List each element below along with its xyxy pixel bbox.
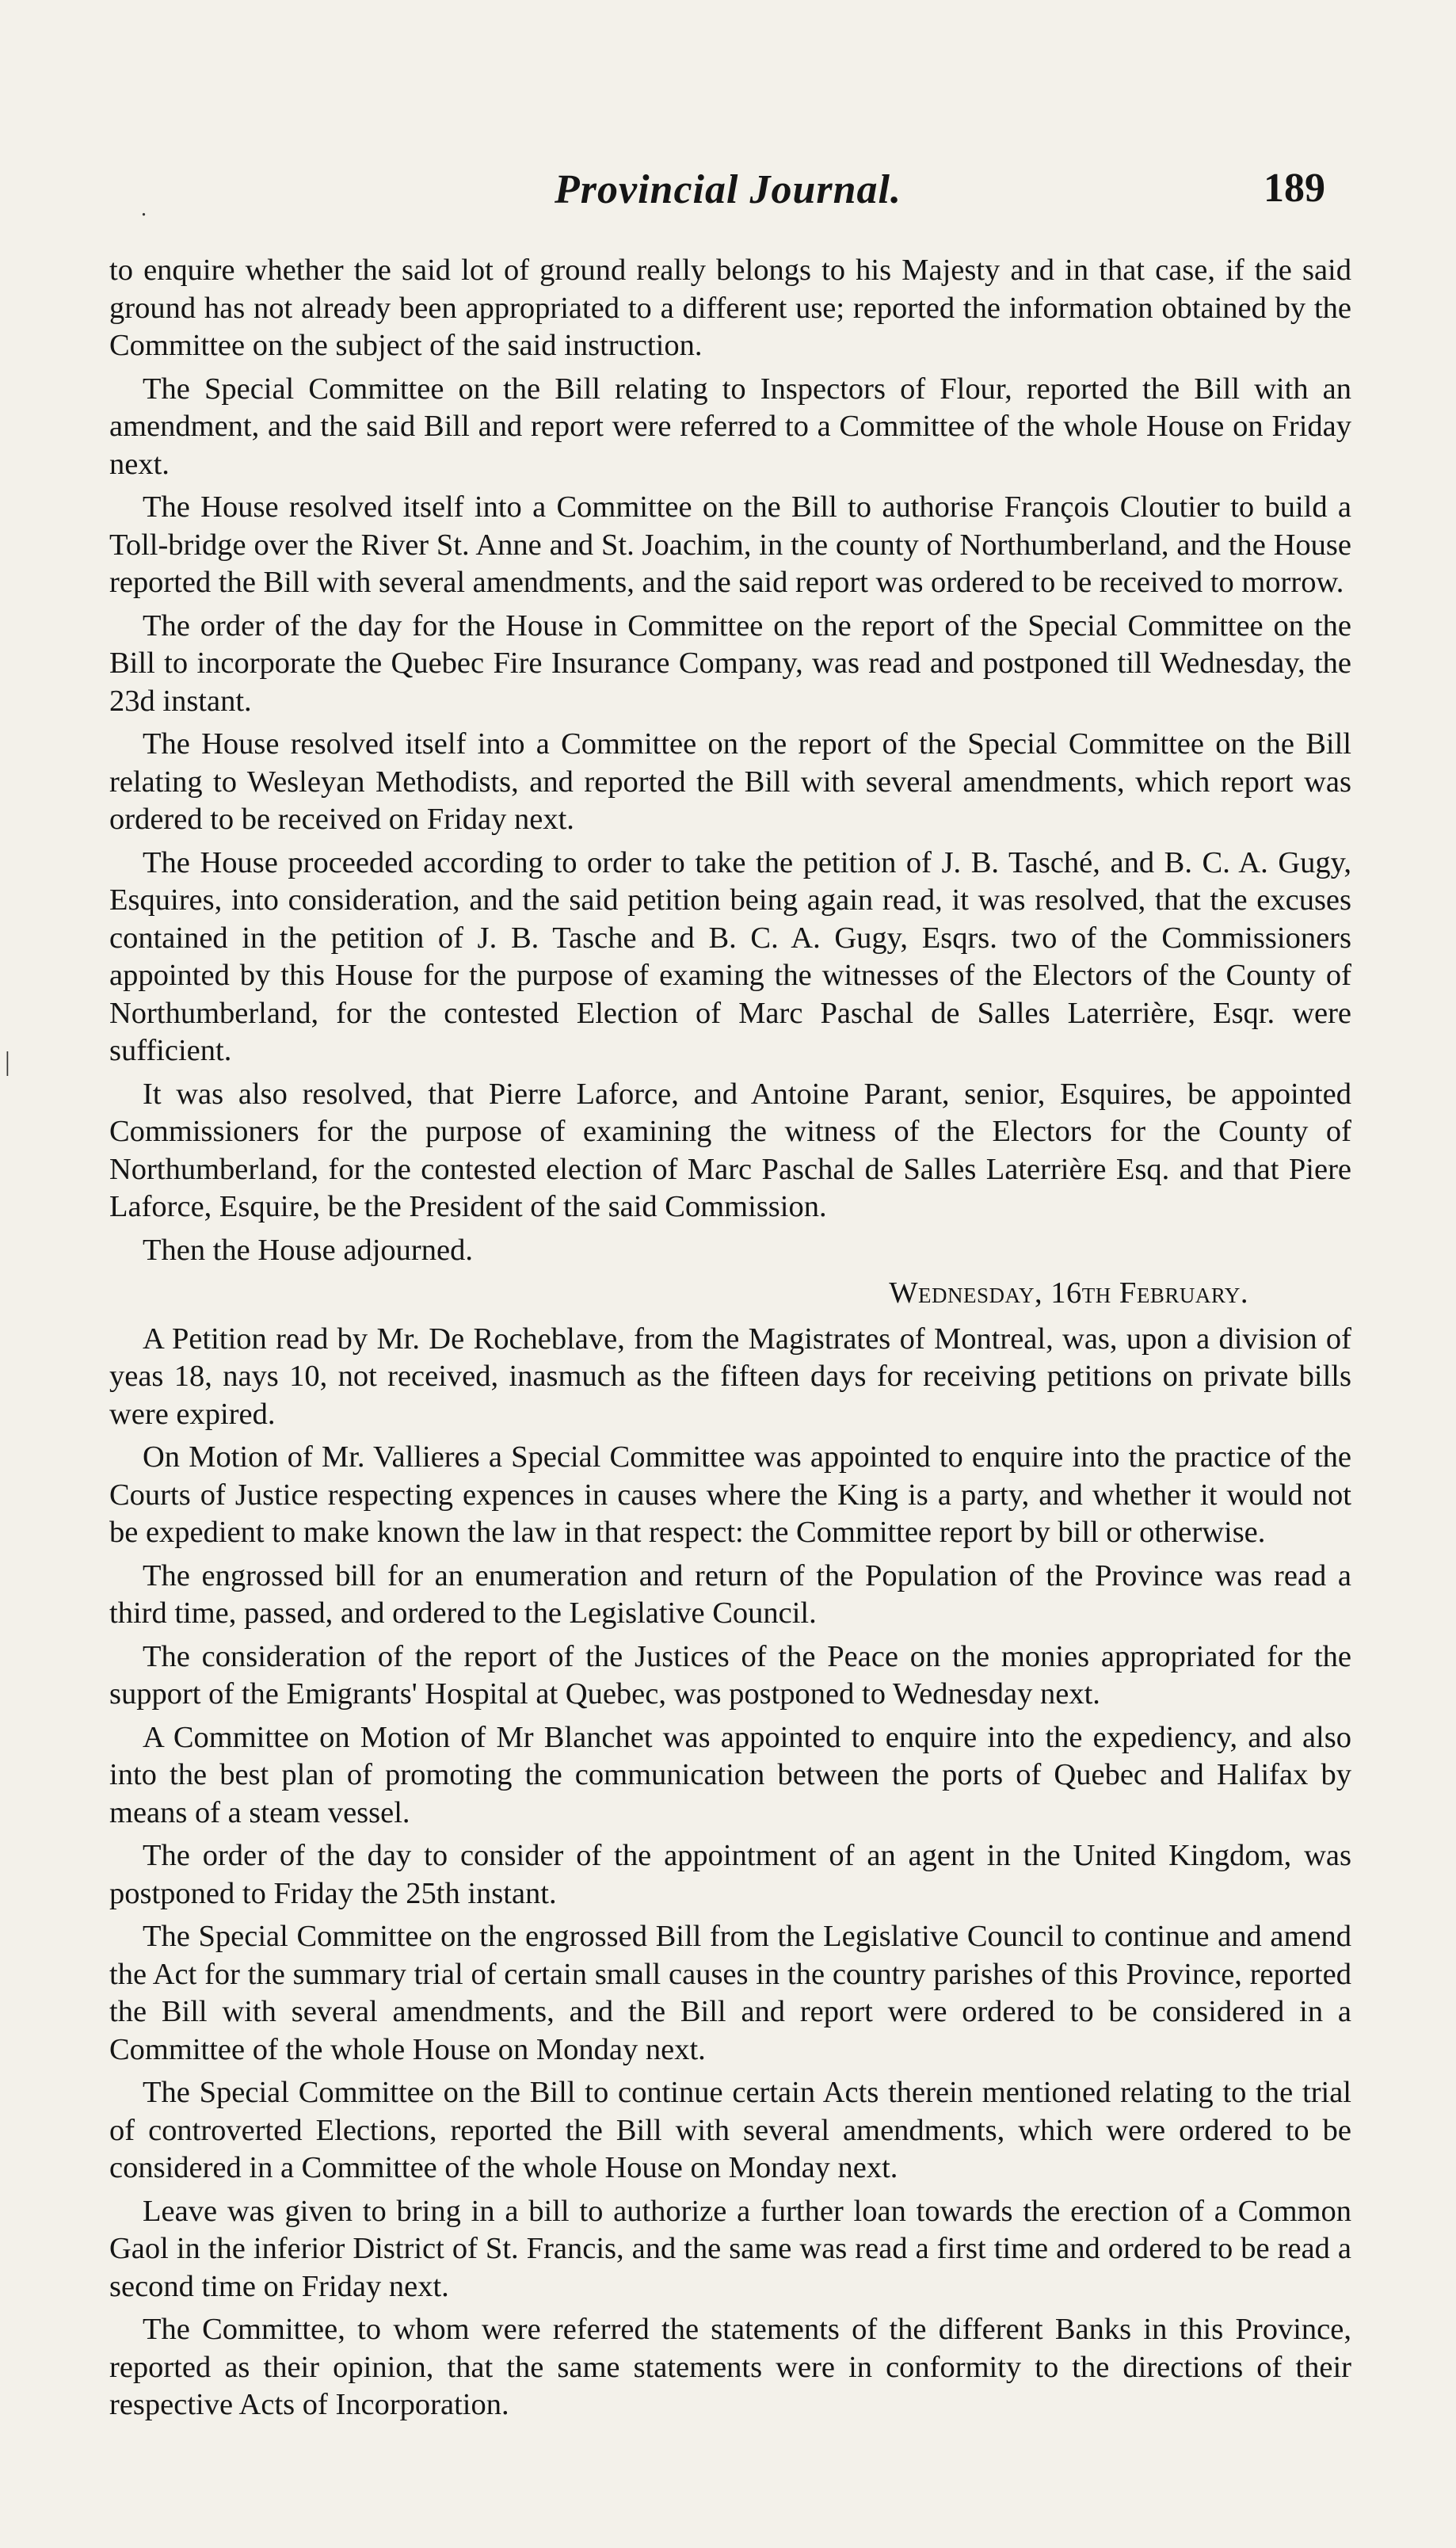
paragraph: The order of the day for the House in Committee on the report of the Special Committee on the Bill to incorporate the Quebec Fire Insurance Company, was read and postponed till Wednesday, the 23d instant. [109,608,1351,718]
paragraph: The Special Committee on the engrossed Bill from the Legislative Council to continue and amend the Act for the summary trial of certain small causes in the country parishes of this Province, reported the Bill with several amendments, and the Bill and report were ordered to be considered in a Committee of the whole House on Monday next. [109,1920,1351,2066]
paragraph: Then the House adjourned. [143,1233,473,1267]
paragraph: The engrossed bill for an enumeration and return of the Population of the Province was read a third time, passed, and ordered to the Legislative Council. [109,1558,1351,1630]
running-head [0,158,1456,230]
paragraph: The consideration of the report of the Justices of the Peace on the monies appropriated for the support of the Emigrants' Hospital at Quebec, was postponed to Wednesday next. [109,1639,1351,1711]
paragraph: to enquire whether the said lot of ground really belongs to his Majesty and in that case, if the said ground has not already been appropriated to a different use; reported the information obtained by the Committee on the subject of the said instruction. [109,254,1351,362]
running-title: Provincial Journal. [555,167,901,212]
paragraph: The House resolved itself into a Committee on the Bill to authorise François Cloutier to build a Toll-bridge over the River St. Anne and St. Joachim, in the county of Northumberland, and the House reported the Bill with several amendments, and the said report was ordered to be received to morrow. [109,490,1351,599]
paragraph: The House proceeded according to order to take the petition of J. B. Tasché, and B. C. A. Gugy, Esquires, into consideration, and the said petition being again read, it was resolved, that the excuses contained in the petition of J. B. Tasche and B. C. A. Gugy, Esqrs. two of the Commissioners appointed by this House for the purpose of examing the witnesses of the Electors of the County of Northumberland, for the contested Election of Marc Paschal de Salles Laterrière, Esqr. were sufficient. [109,845,1351,1067]
paragraph: On Motion of Mr. Vallieres a Special Committee was appointed to enquire into the practice of the Courts of Justice respecting expences in causes where the King is a party, and whether it would not be expedient to make known the law in that respect: the Committee report by bill or otherwise. [109,1440,1351,1549]
body-text [109,252,1351,2430]
paragraph: A Committee on Motion of Mr Blanchet was appointed to enquire into the expediency, and also into the best plan of promoting the communication between the ports of Quebec and Halifax by means of a steam vessel. [109,1720,1351,1829]
paragraph: A Petition read by Mr. De Rocheblave, from the Magistrates of Montreal, was, upon a division of yeas 18, nays 10, not received, inasmuch as the fifteen days for receiving petitions on private bills were expired. [109,1322,1351,1431]
paragraph: It was also resolved, that Pierre Laforce, and Antoine Parant, senior, Esquires, be appointed Commissioners for the purpose of examining the witness of the Electors for the County of Northumberland, for the contested election of Marc Paschal de Salles Laterrière Esq. and that Piere Laforce, Esquire, be the President of the said Commission. [109,1077,1351,1223]
margin-mark: | [5,1047,10,1077]
paragraph: The Special Committee on the Bill to continue certain Acts therein mentioned relating to the trial of controverted Elections, reported the Bill with several amendments, which were ordered to be considered in a Committee of the whole House on Monday next. [109,2076,1351,2184]
paragraph: The order of the day to consider of the appointment of an agent in the United Kingdom, was postponed to Friday the 25th instant. [109,1839,1351,1910]
dateline: Wednesday, 16th February. [889,1276,1248,1310]
paragraph: Leave was given to bring in a bill to authorize a further loan towards the erection of a Common Gaol in the inferior District of St. Francis, and the same was read a first time and ordered to be read a second time on Friday next. [109,2194,1351,2303]
stray-mark: . [141,196,147,221]
page-number: 189 [1264,166,1325,211]
paragraph: The House resolved itself into a Committee on the report of the Special Committee on the Bill relating to Wesleyan Methodists, and reported the Bill with several amendments, which report was ordered to be received on Friday next. [109,727,1351,836]
paragraph: The Special Committee on the Bill relating to Inspectors of Flour, reported the Bill with an amendment, and the said Bill and report were referred to a Committee of the whole House on Friday next. [109,372,1351,481]
paragraph: The Committee, to whom were referred the statements of the different Banks in this Province, reported as their opinion, that the same statements were in conformity to the directions of their respective Acts of Incorporation. [109,2313,1351,2421]
